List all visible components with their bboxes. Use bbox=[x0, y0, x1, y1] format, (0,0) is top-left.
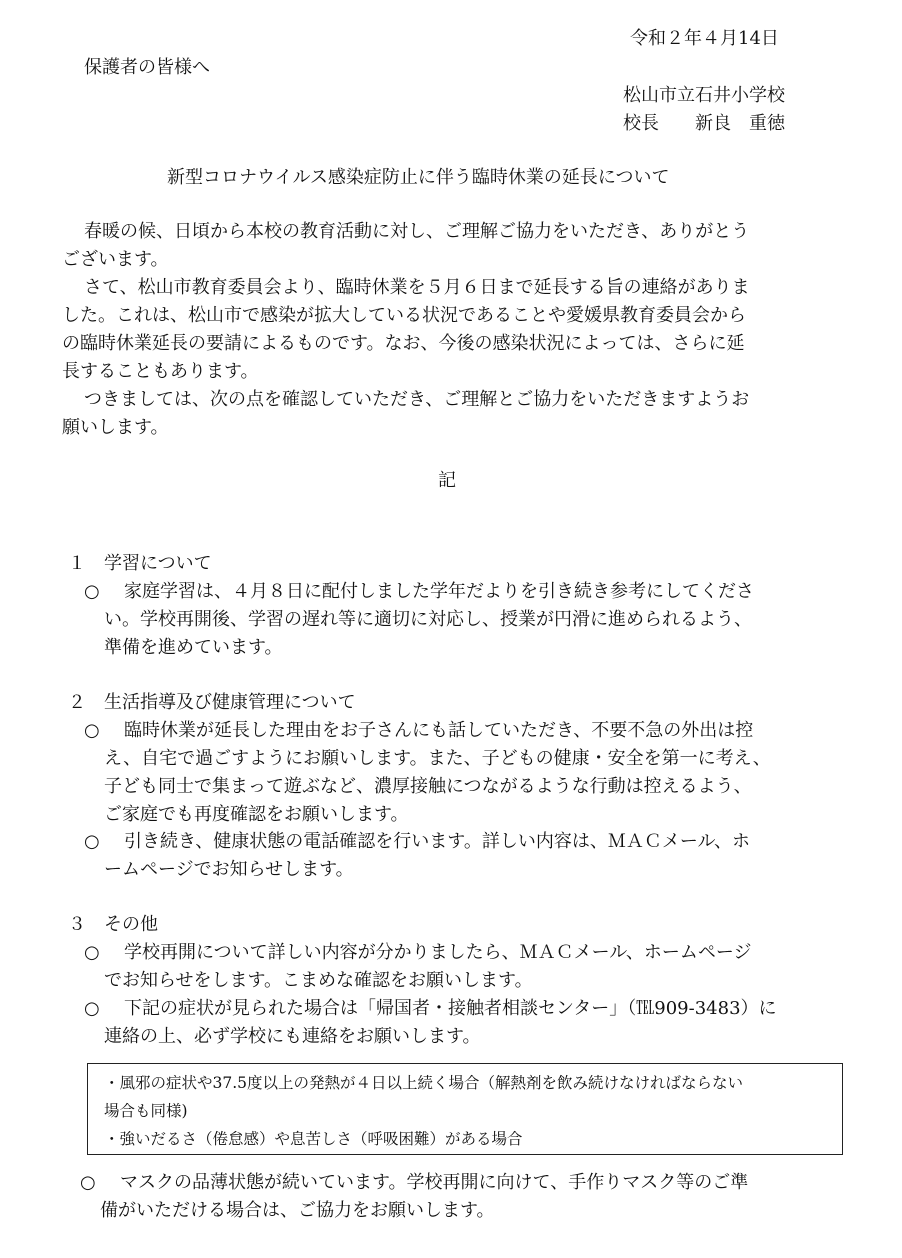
section-line: 下記の症状が見られた場合は「帰国者・接触者相談センター」（℡909-3483）に bbox=[124, 998, 777, 1019]
section-line: ームページでお知らせします。 bbox=[104, 859, 354, 880]
section-line: でお知らせをします。こまめな確認をお願いします。 bbox=[104, 970, 533, 991]
section-line: 引き続き、健康状態の電話確認を行います。詳しい内容は、ＭＡＣメール、ホ bbox=[124, 831, 751, 852]
section-line: 連絡の上、必ず学校にも連絡をお願いします。 bbox=[104, 1026, 481, 1047]
section-line: 備がいただける場合は、ご協力をお願いします。 bbox=[100, 1200, 495, 1221]
intro-line: 願いします。 bbox=[62, 417, 169, 438]
bullet-icon: ○ bbox=[84, 942, 100, 963]
section-line: 学校再開について詳しい内容が分かりましたら、ＭＡＣメール、ホームページ bbox=[124, 942, 752, 963]
ki-marker: 記 bbox=[438, 470, 456, 491]
bullet-icon: ○ bbox=[84, 998, 100, 1019]
intro-line: ございます。 bbox=[62, 249, 169, 270]
symptom-line: ・風邪の症状や37.5度以上の発熱が４日以上続く場合（解熱剤を飲み続けなければならない bbox=[104, 1074, 744, 1092]
section-line: い。学校再開後、学習の遅れ等に適切に対応し、授業が円滑に進められるよう、 bbox=[104, 609, 752, 630]
addressee: 保護者の皆様へ bbox=[84, 57, 210, 78]
symptom-line: 場合も同様) bbox=[104, 1102, 188, 1120]
section-line: え、自宅で過ごすようにお願いします。また、子どもの健康・安全を第一に考え、 bbox=[104, 748, 771, 769]
intro-line: 春暖の候、日頃から本校の教育活動に対し、ご理解ご協力をいただき、ありがとう bbox=[84, 221, 750, 242]
section-number: ３ bbox=[68, 914, 86, 935]
section-number: ２ bbox=[68, 692, 86, 713]
section-heading: 学習について bbox=[104, 553, 212, 574]
section-line: ご家庭でも再度確認をお願いします。 bbox=[104, 804, 409, 825]
intro-line: した。これは、松山市で感染が拡大している状況であることや愛媛県教育委員会から bbox=[62, 305, 746, 326]
bullet-icon: ○ bbox=[84, 720, 100, 741]
document-date: 令和２年４月14日 bbox=[630, 28, 779, 49]
section-heading: その他 bbox=[104, 914, 158, 935]
intro-line: つきましては、次の点を確認していただき、ご理解とご協力をいただきますようお bbox=[84, 389, 750, 410]
principal-name: 校長 新良 重徳 bbox=[623, 113, 785, 134]
section-heading: 生活指導及び健康管理について bbox=[104, 692, 356, 713]
symptom-line: ・強いだるさ（倦怠感）や息苦しさ（呼吸困難）がある場合 bbox=[104, 1130, 523, 1148]
school-name: 松山市立石井小学校 bbox=[623, 85, 785, 106]
section-number: １ bbox=[68, 553, 86, 574]
bullet-icon: ○ bbox=[84, 581, 100, 602]
section-line: マスクの品薄状態が続いています。学校再開に向けて、手作りマスク等のご準 bbox=[120, 1172, 749, 1193]
document-title: 新型コロナウイルス感染症防止に伴う臨時休業の延長について bbox=[167, 167, 670, 188]
section-line: 臨時休業が延長した理由をお子さんにも話していただき、不要不急の外出は控 bbox=[124, 720, 754, 741]
intro-line: さて、松山市教育委員会より、臨時休業を５月６日まで延長する旨の連絡がありま bbox=[84, 277, 750, 298]
section-line: 家庭学習は、４月８日に配付しました学年だよりを引き続き参考にしてくださ bbox=[124, 581, 754, 602]
section-line: 準備を進めています。 bbox=[104, 637, 283, 658]
section-line: 子ども同士で集まって遊ぶなど、濃厚接触につながるような行動は控えるよう、 bbox=[104, 776, 752, 797]
bullet-icon: ○ bbox=[84, 831, 100, 852]
intro-line: 長することもあります。 bbox=[62, 361, 259, 382]
intro-line: の臨時休業延長の要請によるものです。なお、今後の感染状況によっては、さらに延 bbox=[62, 333, 745, 354]
bullet-icon: ○ bbox=[80, 1172, 96, 1193]
